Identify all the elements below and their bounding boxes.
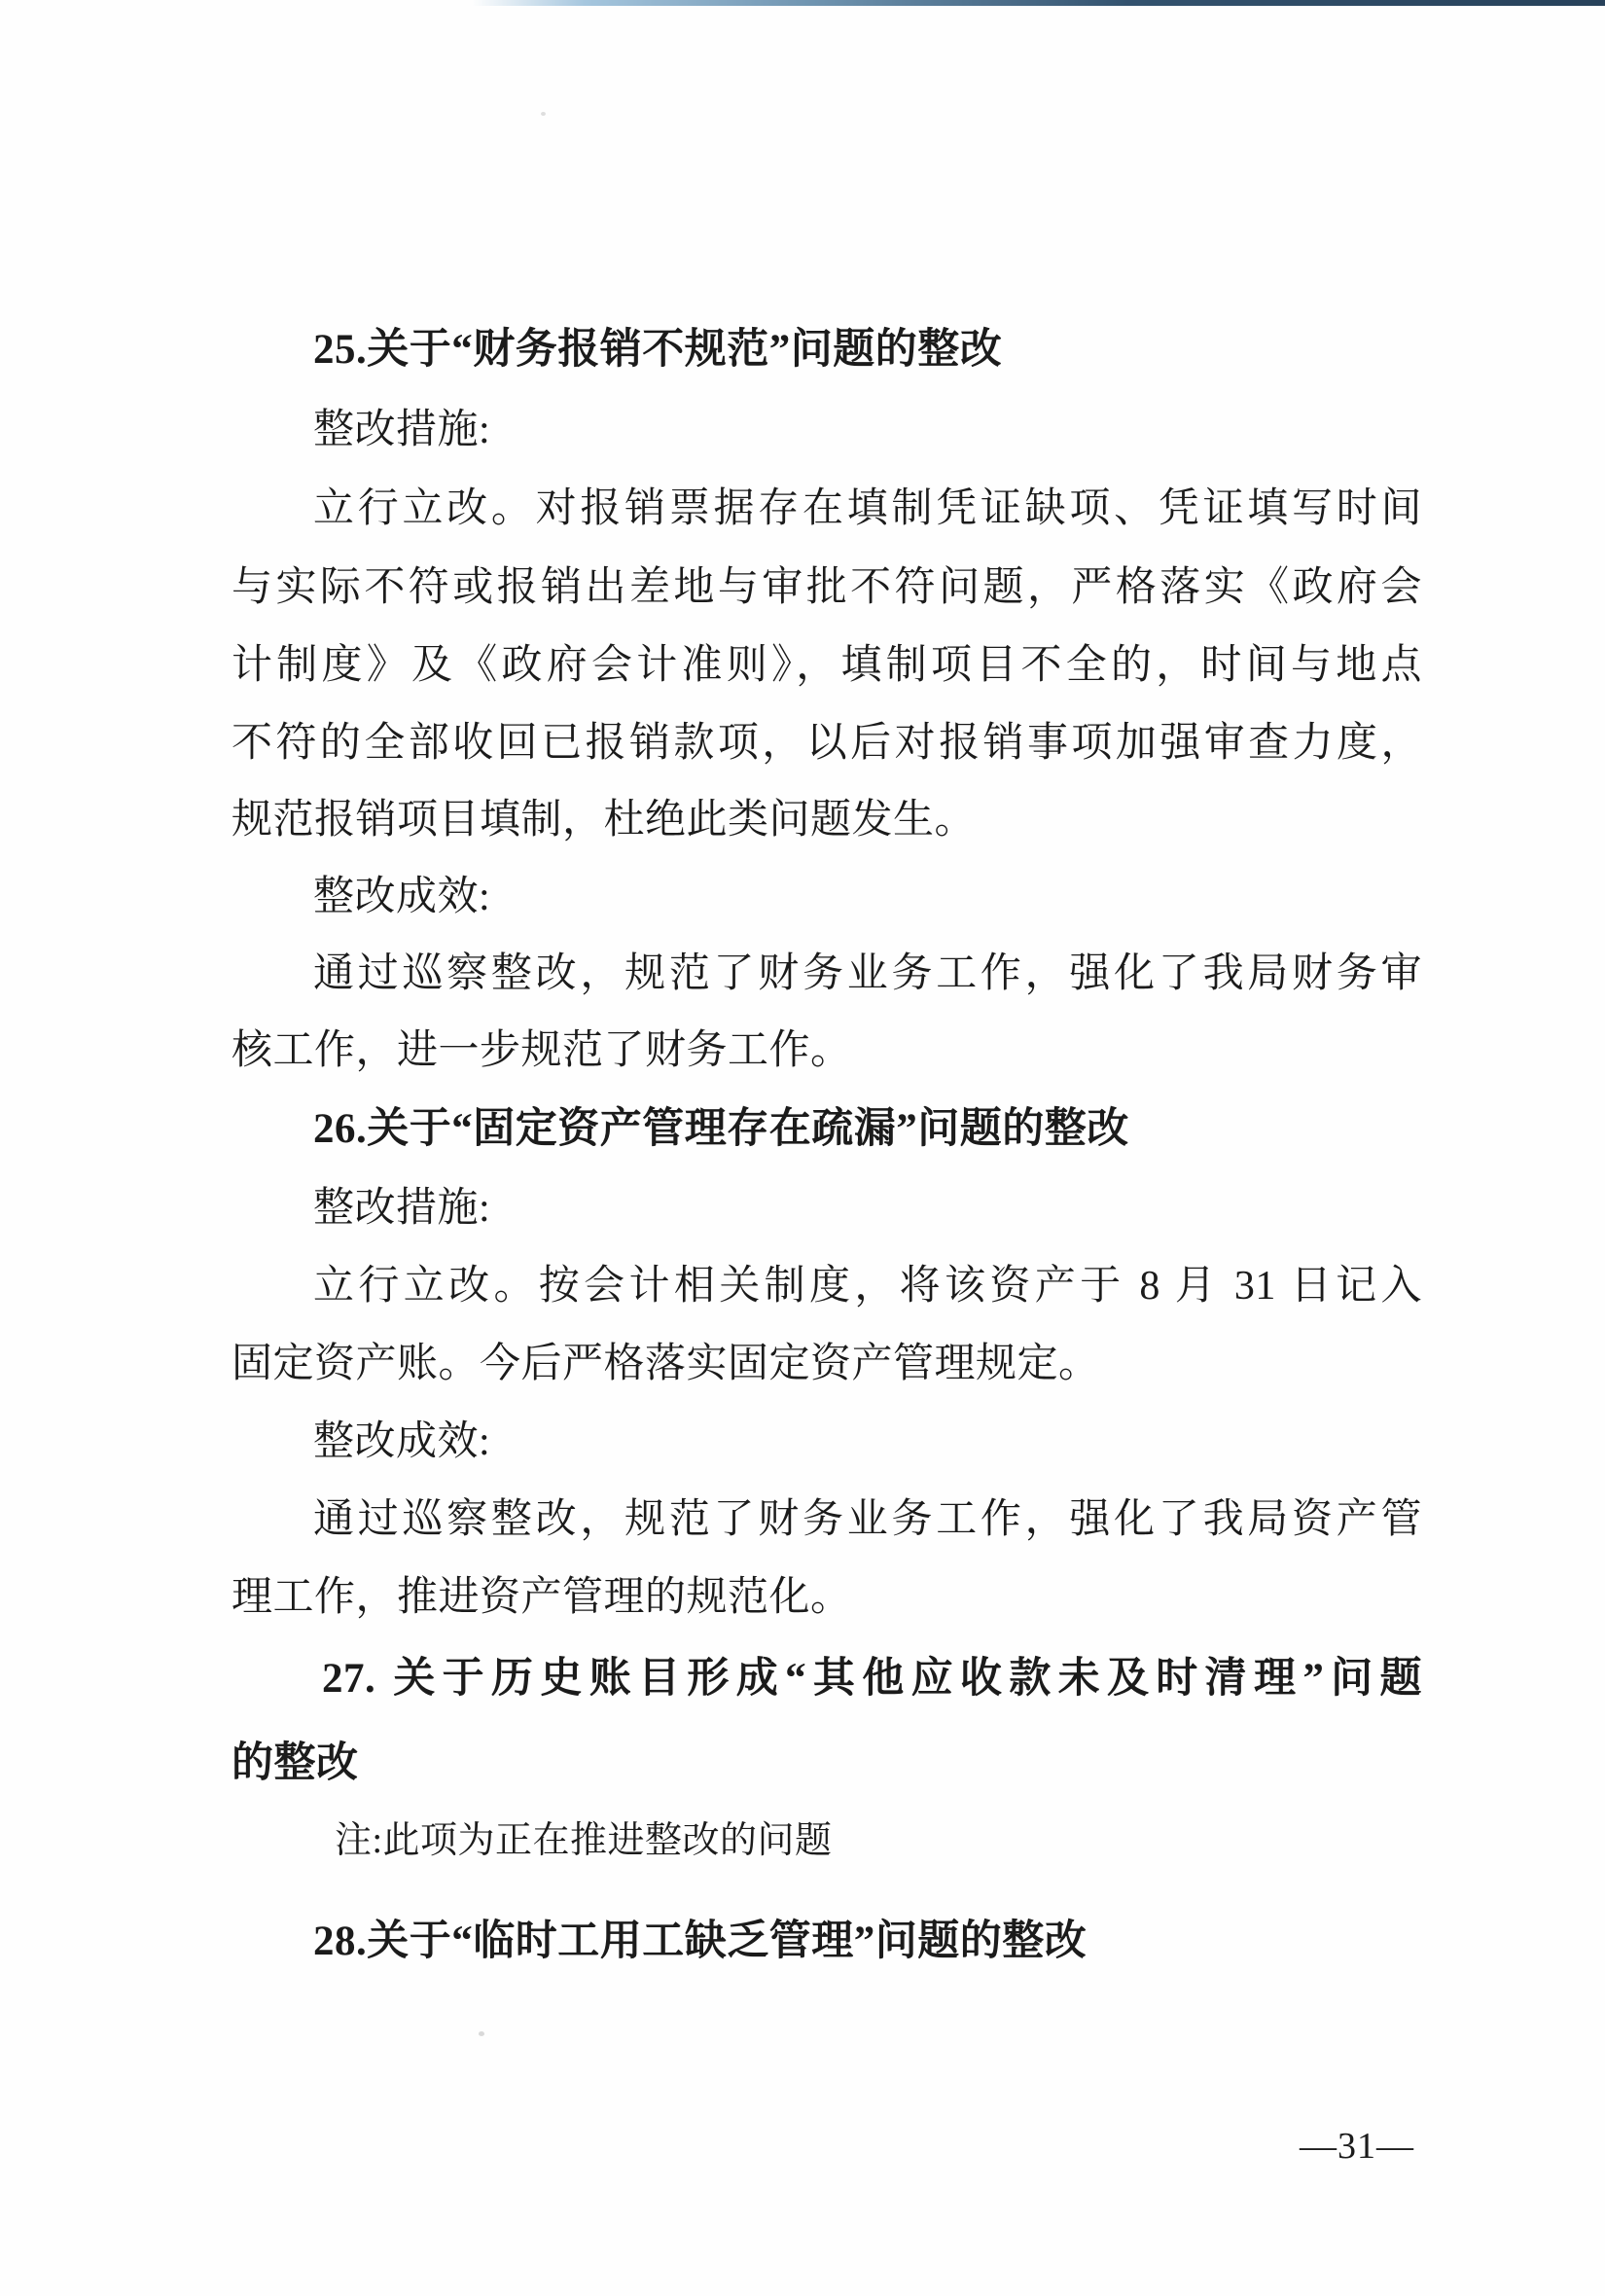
- heading-item-26: 26.关于“固定资产管理存在疏漏”问题的整改: [313, 1106, 1129, 1152]
- scan-speck: [479, 2031, 484, 2036]
- scan-edge-artifact: [472, 0, 1605, 6]
- label-results: 整改成效:: [313, 875, 491, 919]
- body-line: 计制度》及《政府会计准则》，填制项目不全的，时间与地点: [232, 643, 1422, 688]
- page-number: —31—: [1300, 2126, 1414, 2167]
- body-line: 规范报销项目填制，杜绝此类问题发生。: [232, 798, 977, 843]
- heading-item-25: 25.关于“财务报销不规范”问题的整改: [313, 327, 1003, 373]
- heading-item-27-continued: 的整改: [232, 1740, 359, 1786]
- body-line: 固定资产账。今后严格落实固定资产管理规定。: [232, 1342, 1100, 1386]
- body-line: 不符的全部收回已报销款项，以后对报销事项加强审查力度，: [232, 721, 1422, 766]
- heading-item-28: 28.关于“临时工用工缺乏管理”问题的整改: [313, 1919, 1088, 1964]
- body-line: 核工作，进一步规范了财务工作。: [232, 1028, 852, 1073]
- label-measures: 整改措施:: [313, 1186, 491, 1231]
- body-line: 与实际不符或报销出差地与审批不符问题，严格落实《政府会: [232, 565, 1422, 610]
- label-results: 整改成效:: [313, 1419, 491, 1464]
- label-measures: 整改措施:: [313, 408, 491, 452]
- scan-speck: [541, 112, 546, 116]
- note-line: 注:此项为正在推进整改的问题: [335, 1820, 833, 1861]
- body-line: 立行立改。按会计相关制度，将该资产于 8 月 31 日记入: [313, 1264, 1422, 1309]
- body-line: 理工作，推进资产管理的规范化。: [232, 1575, 852, 1620]
- body-line: 立行立改。对报销票据存在填制凭证缺项、凭证填写时间: [313, 486, 1422, 531]
- body-line: 通过巡察整改，规范了财务业务工作，强化了我局财务审: [313, 951, 1422, 996]
- heading-item-27: 27. 关于历史账目形成“其他应收款未及时清理”问题: [322, 1656, 1422, 1702]
- body-line: 通过巡察整改，规范了财务业务工作，强化了我局资产管: [313, 1497, 1422, 1542]
